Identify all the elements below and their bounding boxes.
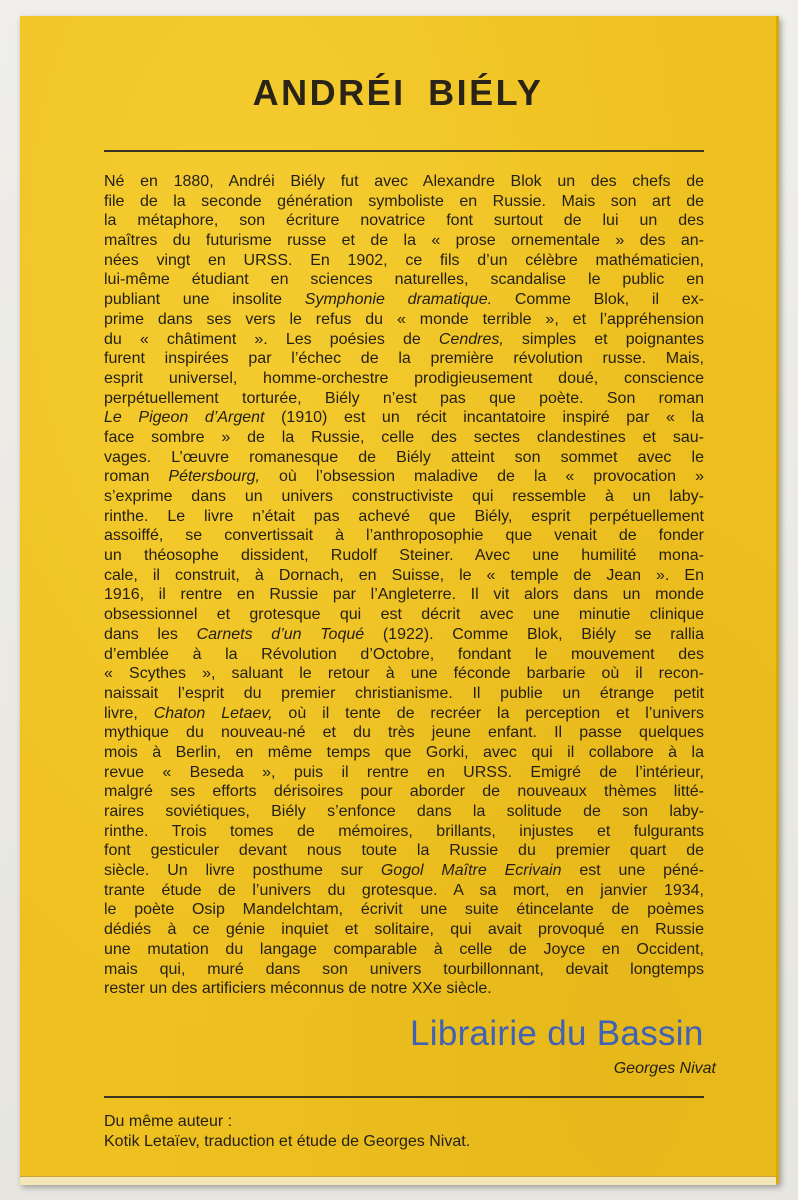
biography-line [104, 743, 704, 763]
biography-text: mais qui, muré dans son univers tourbillonnant, devait longtemps [104, 960, 704, 978]
work-title: Carnets d’un Toqué [196, 625, 365, 643]
author-biography [104, 172, 704, 999]
work-title: Chaton Letaev, [153, 704, 273, 722]
biography-text: cale, il construit, à Dornach, en Suisse, le « temple de Jean ». En [104, 566, 704, 584]
work-title: Symphonie dramatique. [304, 291, 493, 309]
biography-text: trante étude de l’univers du grotesque. A sa mort, en janvier 1934, [104, 881, 704, 899]
biography-text: perpétuellement torturée, Biély n’est pas que poète. Son roman [104, 389, 704, 407]
biography-line [104, 526, 704, 546]
biography-line [104, 448, 704, 468]
biography-line [104, 231, 704, 251]
biography-line [104, 389, 704, 409]
biography-text: obsessionnel et grotesque qui est décrit avec une minutie clinique [104, 606, 704, 624]
biography-line [104, 645, 704, 665]
biography-text: font gesticuler devant nous toute la Russie du premier quart de [104, 842, 704, 860]
biography-line [104, 861, 704, 881]
work-title: Le Pigeon d’Argent [104, 409, 265, 427]
work-title: Pétersbourg, [168, 468, 260, 486]
book-back-cover [20, 16, 779, 1184]
biography-text: la métaphore, son écriture novatrice font surtout de lui un des [104, 212, 704, 230]
biography-line [104, 251, 704, 271]
author-title: ANDRÉI BIÉLY [252, 72, 544, 113]
biography-line [104, 782, 704, 802]
biography-line [104, 369, 704, 389]
biography-line [104, 822, 704, 842]
biography-text: revue « Beseda », puis il rentre en URSS. Emigré de l’intérieur, [104, 763, 704, 781]
biography-text: Comme Blok, il ex- [492, 291, 704, 309]
work-title: Cendres, [438, 330, 504, 348]
biography-text: lui-même étudiant en sciences naturelles, scandalise le public en [104, 271, 704, 289]
biography-text: face sombre » de la Russie, celle des sectes clandestines et sau- [104, 428, 704, 446]
biography-line [104, 546, 704, 566]
biography-line [104, 349, 704, 369]
biography-text: simples et poignantes [503, 330, 705, 348]
same-author-heading: Du même auteur : [104, 1113, 233, 1130]
biography-line [104, 290, 704, 310]
biography-line [104, 763, 704, 783]
same-author-work: Kotik Letaïev, traduction et étude de Georges Nivat. [104, 1132, 471, 1150]
biography-line [104, 172, 704, 192]
biography-line [104, 211, 704, 231]
biography-line [104, 723, 704, 743]
biography-text: roman [104, 468, 169, 486]
biography-line [104, 507, 704, 527]
biography-text: rinthe. Le livre n’était pas achevé que Biély, esprit perpétuellement [104, 507, 704, 525]
biography-text: « Scythes », saluant le retour à une féconde barbarie où il recon- [104, 665, 704, 683]
biography-text: dédiés à ce génie inquiet et solitaire, qui avait provoqué en Russie [104, 921, 704, 939]
biography-text: raires soviétiques, Biély s’enfonce dans la solitude de son laby- [104, 803, 704, 820]
biography-text: le poète Osip Mandelchtam, écrivit une suite étincelante de poèmes [104, 901, 704, 919]
biography-line [104, 566, 704, 586]
biography-text: (1910) est un récit incantatoire inspiré par « la [264, 409, 705, 427]
biography-text: mythique du nouveau-né et du très jeune enfant. Il passe quelques [104, 724, 704, 742]
biography-text: furent inspirées par l’échec de la première révolution russe. Mais, [104, 350, 704, 368]
biography-text: file de la seconde génération symboliste en Russie. Mais son art de [104, 192, 704, 210]
biography-text: naissait l’esprit du premier christianisme. Il publie un étrange petit [104, 684, 704, 702]
biography-text: où l’obsession maladive de la « provocation » [260, 468, 705, 486]
biography-line [104, 881, 704, 901]
biography-line [104, 802, 704, 822]
biography-text: (1922). Comme Blok, Biély se rallia [364, 625, 704, 643]
bottom-divider [104, 1096, 704, 1098]
biography-text: rester un des artificiers méconnus de notre XXe siècle. [104, 980, 492, 998]
biography-line [104, 979, 704, 999]
biography-text: nées vingt en URSS. En 1902, ce fils d’un célèbre mathématicien, [104, 251, 704, 269]
biography-text: esprit universel, homme-orchestre prodigieusement doué, conscience [104, 369, 704, 387]
biography-text: livre, [104, 704, 154, 722]
biography-text: d’emblée à la Révolution d’Octobre, fondant le mouvement des [104, 645, 704, 663]
biography-text: rinthe. Trois tomes de mémoires, brillants, injustes et fulgurants [104, 822, 704, 840]
biography-text: prime dans ses vers le refus du « monde terrible », et l’appréhension [104, 310, 704, 328]
biography-text: malgré ses efforts dérisoires pour aborder de nouveaux thèmes litté- [104, 783, 704, 801]
biography-line [104, 704, 704, 724]
biography-line [104, 487, 704, 507]
biography-text: maîtres du futurisme russe et de la « prose ornementale » des an- [104, 232, 704, 250]
biography-line [104, 960, 704, 980]
biography-line [104, 585, 704, 605]
biography-text: s’exprime dans un univers constructiviste qui ressemble à un laby- [104, 488, 704, 505]
biography-line [104, 192, 704, 212]
biography-text: 1916, il rentre en Russie par l’Angleterre. Il vit alors dans un monde [104, 586, 704, 604]
biography-text: est une péné- [561, 862, 704, 880]
biography-text: assoiffé, se convertissait à l’anthroposophie que venait de fonder [104, 527, 704, 545]
same-author-block [104, 1112, 704, 1151]
biography-line [104, 428, 704, 448]
biography-text: Né en 1880, Andréi Biély fut avec Alexandre Blok un des chefs de [104, 173, 704, 190]
biography-line [104, 684, 704, 704]
biography-line [104, 467, 704, 487]
biography-signature: Georges Nivat [613, 1060, 716, 1077]
work-title: Gogol Maître Ecrivain [380, 862, 562, 880]
biography-text: où il tente de recréer la perception et l’univers [272, 704, 704, 722]
biography-line [104, 920, 704, 940]
biography-line [104, 605, 704, 625]
biography-text: vages. L’œuvre romanesque de Biély atteint son sommet avec le [104, 448, 704, 466]
biography-line [104, 841, 704, 861]
biography-line [104, 408, 704, 428]
biography-line [104, 900, 704, 920]
biography-text: publiant une insolite [104, 291, 305, 309]
biography-text: un théosophe dissident, Rudolf Steiner. Avec une humilité mona- [104, 547, 704, 565]
biography-line [104, 940, 704, 960]
book-page-edge [20, 1176, 776, 1185]
biography-text: dans les [104, 625, 197, 643]
biography-line [104, 664, 704, 684]
biography-line [104, 310, 704, 330]
biography-line [104, 270, 704, 290]
biography-line [104, 330, 704, 350]
biography-text: du « châtiment ». Les poésies de [104, 330, 439, 348]
biography-text: une mutation du langage comparable à celle de Joyce en Occident, [104, 940, 704, 958]
bookseller-watermark: Librairie du Bassin [410, 1014, 704, 1053]
top-divider [104, 150, 704, 152]
biography-line [104, 625, 704, 645]
biography-text: siècle. Un livre posthume sur [104, 862, 381, 880]
biography-text: mois à Berlin, en même temps que Gorki, avec qui il collabore à la [104, 743, 704, 761]
